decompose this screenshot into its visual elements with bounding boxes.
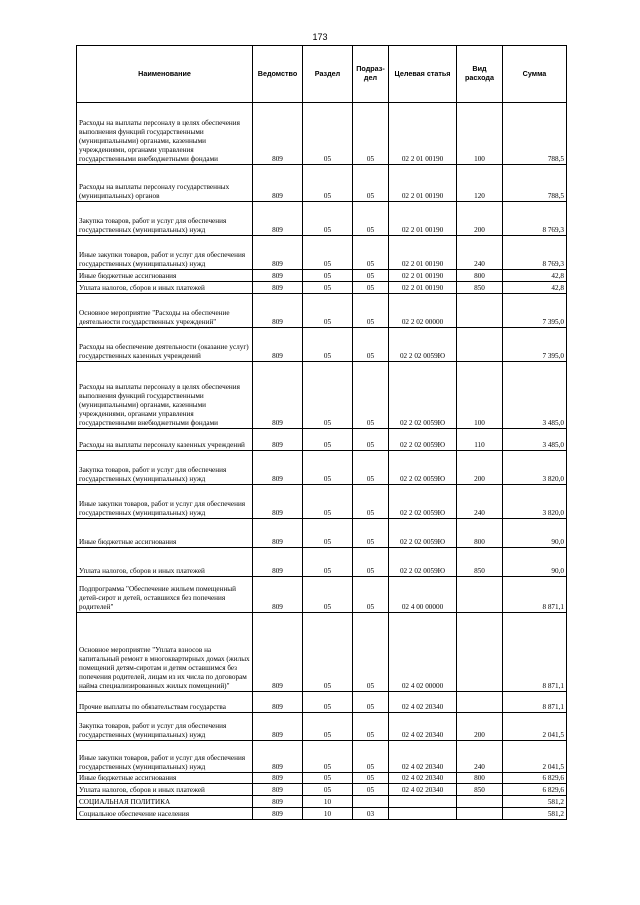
row-section: 05 [303,165,353,202]
table-row [77,328,567,362]
row-subsection: 05 [353,713,389,741]
row-dept: 809 [253,613,303,692]
row-sum: 42,8 [503,270,567,282]
row-section: 05 [303,577,353,613]
row-section: 05 [303,613,353,692]
row-expense-type: 240 [457,741,503,773]
row-section: 05 [303,692,353,713]
table-row [77,613,567,692]
row-name: Иные бюджетные ассигнования [77,519,253,548]
row-sum: 42,8 [503,282,567,294]
row-sum: 3 820,0 [503,451,567,485]
row-sum: 8 871,1 [503,577,567,613]
row-subsection: 05 [353,692,389,713]
row-section: 10 [303,808,353,820]
row-dept: 809 [253,548,303,577]
row-expense-type: 240 [457,236,503,270]
row-sum: 581,2 [503,808,567,820]
row-subsection [353,796,389,808]
row-name: Расходы на выплаты персоналу казенных учреждений [77,429,253,451]
row-name: Расходы на выплаты персоналу государственных (муниципальных) органов [77,165,253,202]
row-sum: 3 820,0 [503,485,567,519]
row-name: Закупка товаров, работ и услуг для обеспечения государственных (муниципальных) нужд [77,713,253,741]
row-dept: 809 [253,270,303,282]
row-name: Расходы на обеспечение деятельности (оказание услуг) государственных казенных учреждений [77,328,253,362]
page-number: 173 [312,32,328,42]
row-dept: 809 [253,485,303,519]
row-section: 05 [303,741,353,773]
row-subsection: 05 [353,577,389,613]
row-subsection: 05 [353,784,389,796]
row-dept: 809 [253,808,303,820]
row-expense-type: 200 [457,713,503,741]
table-row [77,796,567,808]
row-name: Иные закупки товаров, работ и услуг для обеспечения государственных (муниципальных) нужд [77,485,253,519]
row-name: Уплата налогов, сборов и иных платежей [77,548,253,577]
row-expense-type [457,577,503,613]
row-name: Иные бюджетные ассигнования [77,773,253,784]
row-sum: 788,5 [503,103,567,165]
row-dept: 809 [253,741,303,773]
row-dept: 809 [253,796,303,808]
row-expense-type: 800 [457,519,503,548]
table-row [77,103,567,165]
row-article: 02 2 01 00190 [389,103,457,165]
row-expense-type: 100 [457,103,503,165]
row-section: 05 [303,328,353,362]
row-section: 05 [303,270,353,282]
row-subsection: 05 [353,485,389,519]
budget-table [76,45,567,820]
table-row [77,773,567,784]
row-article: 02 4 02 20340 [389,773,457,784]
row-name: Закупка товаров, работ и услуг для обеспечения государственных (муниципальных) нужд [77,202,253,236]
row-expense-type: 800 [457,270,503,282]
row-article: 02 4 02 20340 [389,692,457,713]
row-subsection: 05 [353,328,389,362]
row-dept: 809 [253,577,303,613]
row-expense-type: 850 [457,548,503,577]
row-sum: 3 485,0 [503,429,567,451]
row-subsection: 03 [353,808,389,820]
row-article: 02 2 02 0059Ю [389,451,457,485]
table-row [77,270,567,282]
row-name: Расходы на выплаты персоналу в целях обеспечения выполнения функций государственными (муниципальными) органами, казенными учреждениями, органами управления государственными внебюджетными фондами [77,103,253,165]
row-dept: 809 [253,282,303,294]
row-dept: 809 [253,773,303,784]
row-expense-type: 240 [457,485,503,519]
table-row [77,362,567,429]
row-article: 02 2 01 00190 [389,165,457,202]
row-subsection: 05 [353,741,389,773]
row-dept: 809 [253,103,303,165]
row-name: СОЦИАЛЬНАЯ ПОЛИТИКА [77,796,253,808]
table-row [77,577,567,613]
row-section: 05 [303,103,353,165]
row-sum: 90,0 [503,519,567,548]
row-article: 02 2 02 0059Ю [389,485,457,519]
row-name: Социальное обеспечение населения [77,808,253,820]
row-name: Уплата налогов, сборов и иных платежей [77,784,253,796]
row-article [389,796,457,808]
table-row [77,548,567,577]
row-name: Расходы на выплаты персоналу в целях обеспечения выполнения функций государственными (муниципальными) органами, казенными учреждениями, органами управления государственными внебюджетными фондами [77,362,253,429]
table-row [77,165,567,202]
row-name: Иные бюджетные ассигнования [77,270,253,282]
row-name: Иные закупки товаров, работ и услуг для обеспечения государственных (муниципальных) нужд [77,236,253,270]
row-section: 05 [303,236,353,270]
row-subsection: 05 [353,270,389,282]
header-dept: Ведомство [253,46,303,103]
row-dept: 809 [253,165,303,202]
row-expense-type: 110 [457,429,503,451]
row-sum: 8 769,3 [503,202,567,236]
row-expense-type: 200 [457,202,503,236]
row-article: 02 2 01 00190 [389,236,457,270]
row-section: 05 [303,294,353,328]
row-name: Основное мероприятие "Уплата взносов на капитальный ремонт в многоквартирных домах (жилых помещений детям-сиротам и детям оставшимся без попечения родителей, лицам из их числа по договорам найма специализированных жилых помещений)" [77,613,253,692]
row-article [389,808,457,820]
row-article: 02 4 02 20340 [389,741,457,773]
row-name: Основное мероприятие "Расходы на обеспечение деятельности государственных учреждений" [77,294,253,328]
row-sum: 8 871,1 [503,692,567,713]
row-expense-type [457,808,503,820]
header-section: Раздел [303,46,353,103]
row-article: 02 2 01 00190 [389,282,457,294]
row-sum: 3 485,0 [503,362,567,429]
row-section: 05 [303,429,353,451]
row-article: 02 2 02 0059Ю [389,548,457,577]
row-expense-type [457,328,503,362]
row-expense-type: 100 [457,362,503,429]
row-section: 05 [303,485,353,519]
row-dept: 809 [253,362,303,429]
row-expense-type [457,796,503,808]
row-article: 02 4 02 00000 [389,613,457,692]
row-dept: 809 [253,519,303,548]
row-section: 05 [303,784,353,796]
row-dept: 809 [253,784,303,796]
row-subsection: 05 [353,236,389,270]
row-expense-type [457,692,503,713]
row-expense-type: 800 [457,773,503,784]
row-name: Закупка товаров, работ и услуг для обеспечения государственных (муниципальных) нужд [77,451,253,485]
row-expense-type [457,613,503,692]
row-sum: 2 041,5 [503,741,567,773]
row-article: 02 2 02 0059Ю [389,328,457,362]
table-row [77,202,567,236]
row-subsection: 05 [353,429,389,451]
row-sum: 788,5 [503,165,567,202]
row-subsection: 05 [353,165,389,202]
row-sum: 6 829,6 [503,773,567,784]
row-name: Подпрограмма "Обеспечение жильем помещенный детей-сирот и детей, оставшихся без попечения родителей" [77,577,253,613]
header-sum: Сумма [503,46,567,103]
row-expense-type: 850 [457,784,503,796]
table-row [77,429,567,451]
row-subsection: 05 [353,294,389,328]
table-row [77,485,567,519]
row-article: 02 4 00 00000 [389,577,457,613]
row-section: 10 [303,796,353,808]
row-subsection: 05 [353,202,389,236]
row-expense-type [457,294,503,328]
header-subsection: Подраз-дел [353,46,389,103]
row-subsection: 05 [353,548,389,577]
table-row [77,282,567,294]
row-section: 05 [303,202,353,236]
row-sum: 2 041,5 [503,713,567,741]
table-row [77,808,567,820]
row-article: 02 2 02 00000 [389,294,457,328]
row-section: 05 [303,548,353,577]
row-dept: 809 [253,236,303,270]
row-sum: 7 395,0 [503,294,567,328]
table-row [77,236,567,270]
row-sum: 581,2 [503,796,567,808]
row-sum: 90,0 [503,548,567,577]
row-sum: 8 871,1 [503,613,567,692]
row-article: 02 2 02 0059Ю [389,429,457,451]
row-name: Уплата налогов, сборов и иных платежей [77,282,253,294]
row-dept: 809 [253,328,303,362]
row-article: 02 2 01 00190 [389,270,457,282]
row-subsection: 05 [353,103,389,165]
table-row [77,741,567,773]
row-section: 05 [303,773,353,784]
row-dept: 809 [253,713,303,741]
row-expense-type: 850 [457,282,503,294]
row-article: 02 2 02 0059Ю [389,519,457,548]
row-subsection: 05 [353,451,389,485]
row-dept: 809 [253,692,303,713]
table-row [77,519,567,548]
row-subsection: 05 [353,613,389,692]
row-dept: 809 [253,202,303,236]
row-dept: 809 [253,294,303,328]
header-expense-type: Вид расхода [457,46,503,103]
row-section: 05 [303,713,353,741]
row-article: 02 4 02 20340 [389,784,457,796]
table-row [77,784,567,796]
table-header-row [77,46,567,103]
row-expense-type: 120 [457,165,503,202]
row-sum: 8 769,3 [503,236,567,270]
row-name: Иные закупки товаров, работ и услуг для обеспечения государственных (муниципальных) нужд [77,741,253,773]
row-dept: 809 [253,429,303,451]
table-row [77,294,567,328]
row-article: 02 4 02 20340 [389,713,457,741]
row-section: 05 [303,282,353,294]
table-row [77,713,567,741]
header-article: Целевая статья [389,46,457,103]
row-article: 02 2 02 0059Ю [389,362,457,429]
row-sum: 6 829,6 [503,784,567,796]
table-row [77,451,567,485]
row-name: Прочие выплаты по обязательствам государства [77,692,253,713]
row-subsection: 05 [353,282,389,294]
header-name: Наименование [77,46,253,103]
row-subsection: 05 [353,362,389,429]
row-sum: 7 395,0 [503,328,567,362]
row-expense-type: 200 [457,451,503,485]
row-section: 05 [303,362,353,429]
row-section: 05 [303,451,353,485]
table-row [77,692,567,713]
row-article: 02 2 01 00190 [389,202,457,236]
row-dept: 809 [253,451,303,485]
row-subsection: 05 [353,773,389,784]
row-subsection: 05 [353,519,389,548]
row-section: 05 [303,519,353,548]
